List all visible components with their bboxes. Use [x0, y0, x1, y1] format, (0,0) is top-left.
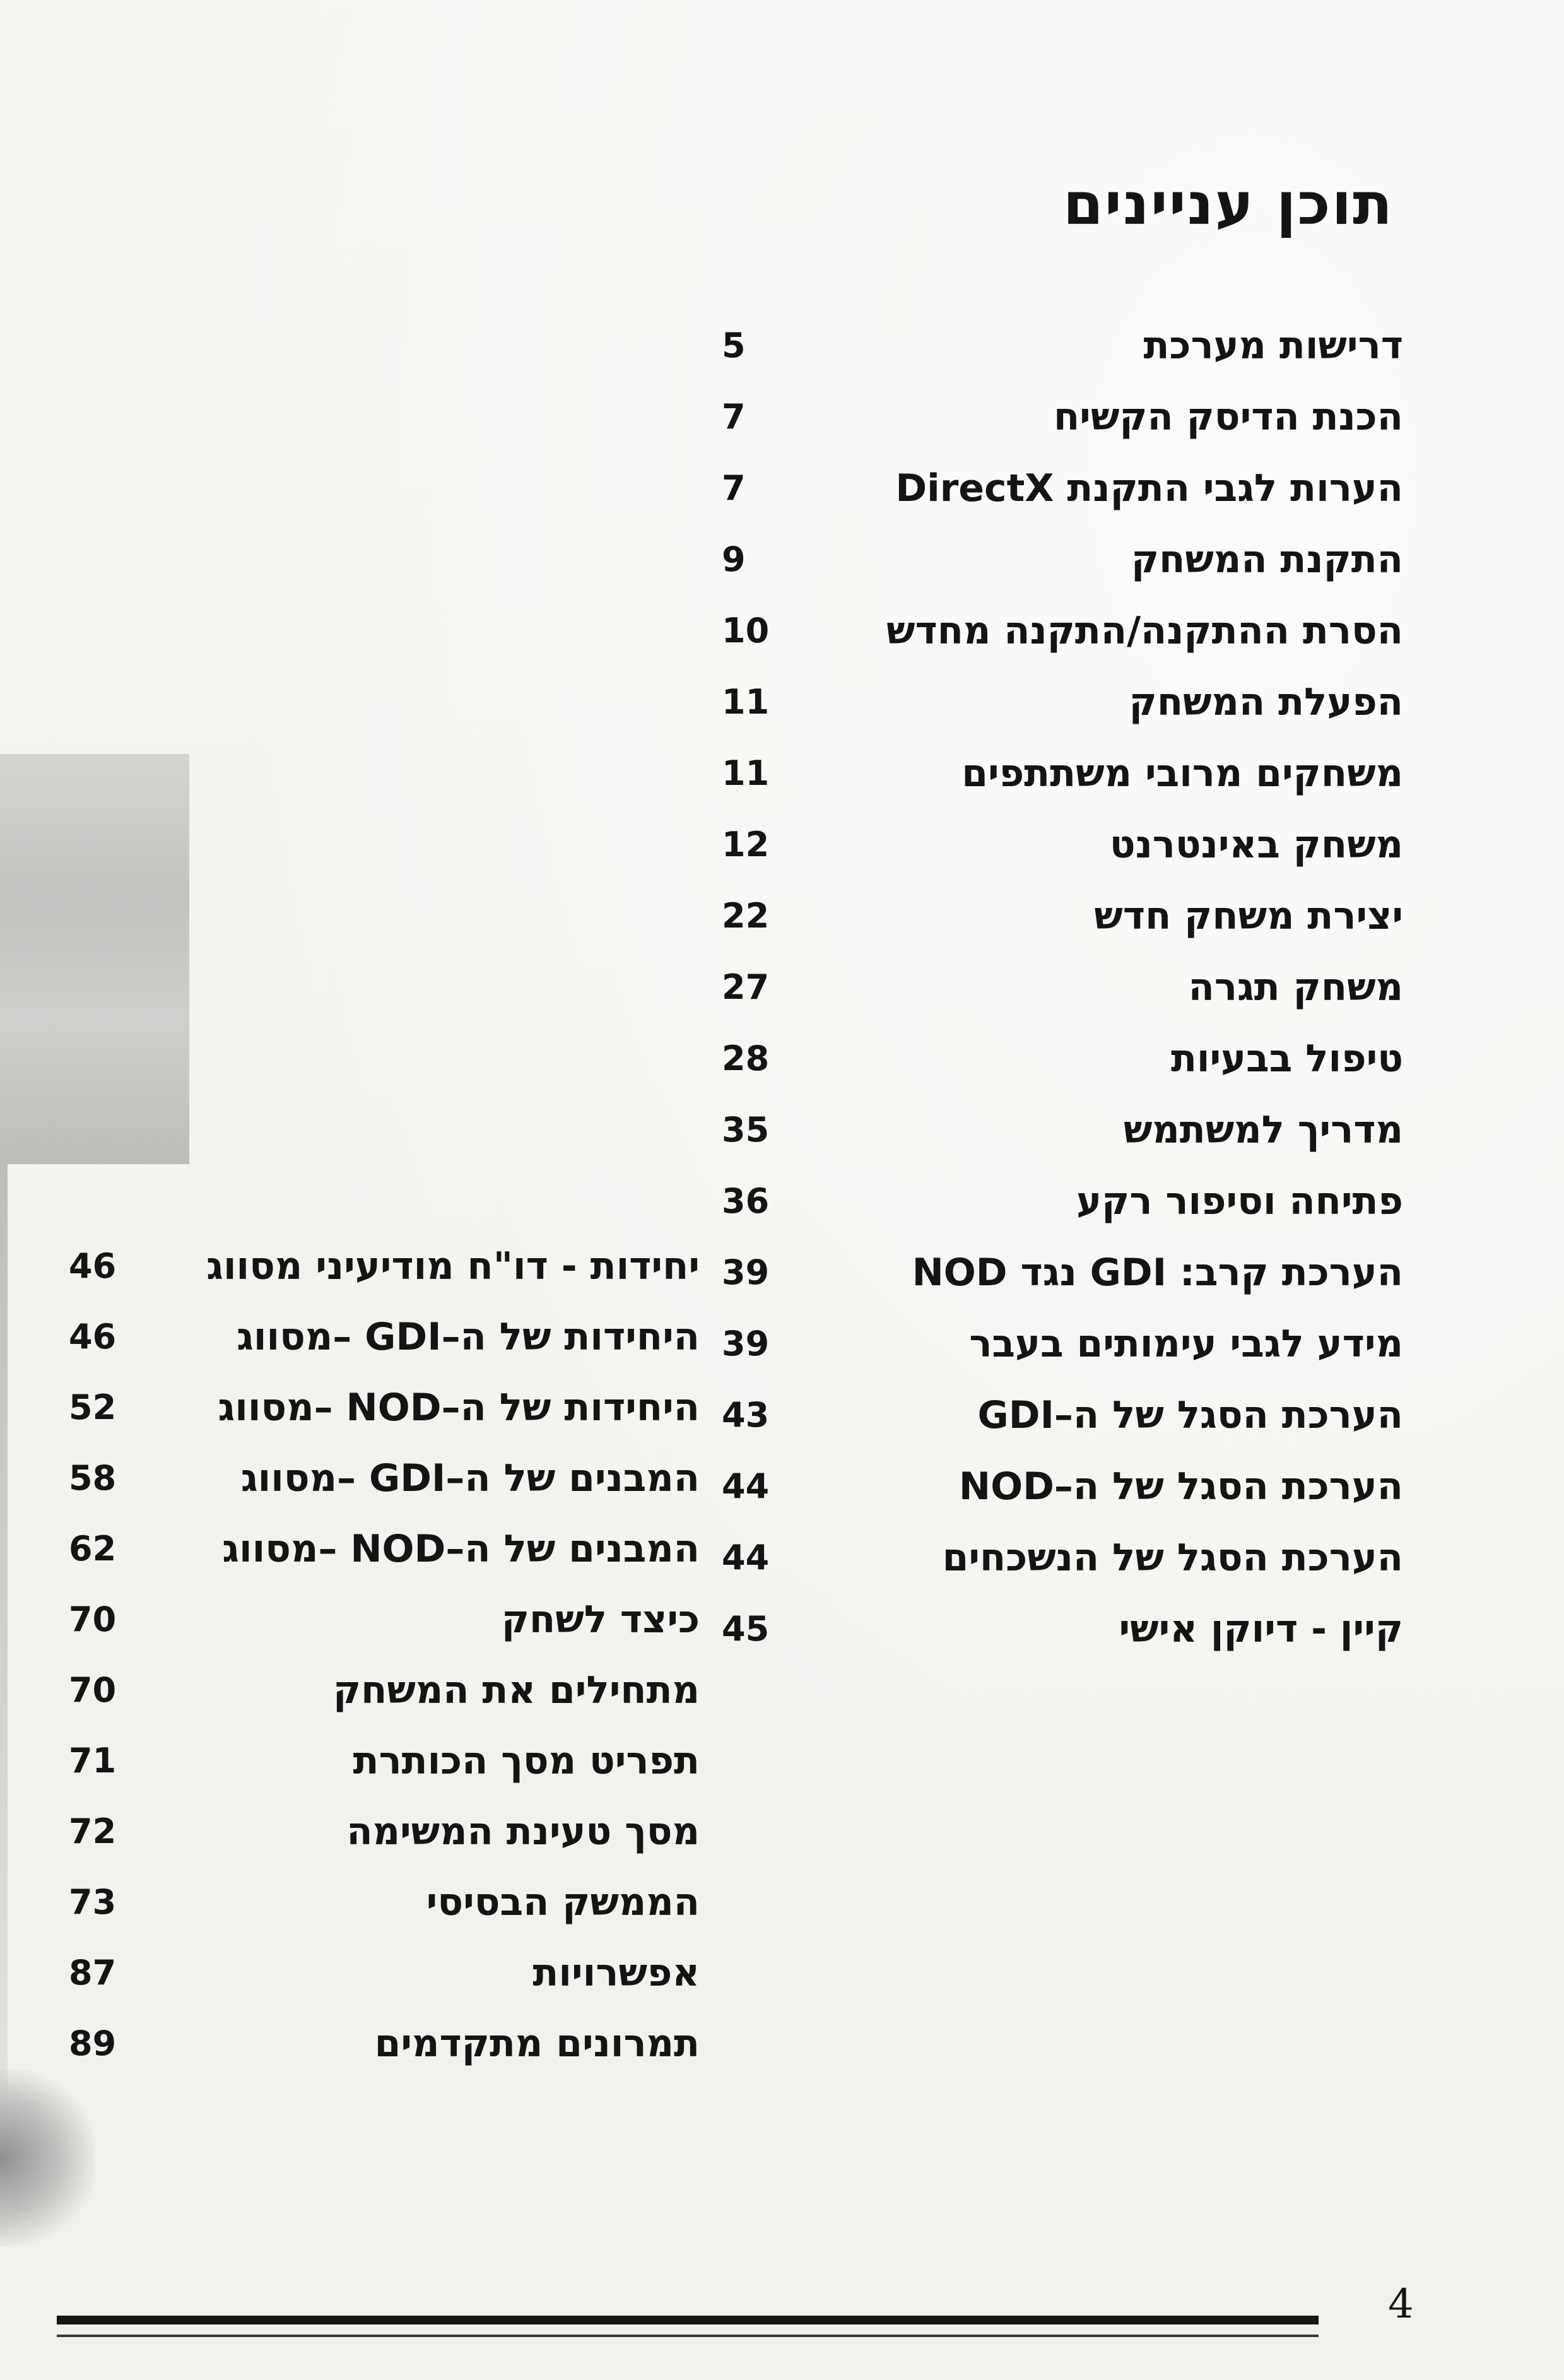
- toc-entry-label: קיין - דיוקן אישי: [1119, 1607, 1403, 1651]
- toc-entry: [722, 1244, 1403, 1301]
- toc-entry-page: 58: [69, 1458, 117, 1498]
- footer-rule: [57, 2316, 1319, 2324]
- toc-entry-label: המבנים של ה–NOD –מסווג: [222, 1527, 700, 1571]
- toc-entry-page: 87: [69, 1953, 117, 1993]
- scan-shadow-strip: [0, 754, 189, 1164]
- toc-entry: [722, 1173, 1403, 1230]
- toc-entry: [69, 2015, 700, 2072]
- toc-entry-label: טיפול בבעיות: [1170, 1037, 1403, 1081]
- toc-entry-page: 89: [69, 2024, 117, 2063]
- toc-entry: [722, 745, 1403, 802]
- toc-entry-page: 12: [722, 825, 770, 864]
- toc-entry-label: יצירת משחק חדש: [1094, 894, 1403, 938]
- toc-entry-page: 46: [69, 1246, 117, 1286]
- toc-entry-page: 52: [69, 1387, 117, 1427]
- toc-entry-page: 45: [722, 1609, 770, 1649]
- toc-entry-label: הממשק הבסיסי: [426, 1880, 700, 1924]
- toc-entry-label: משחק תגרה: [1188, 965, 1403, 1010]
- toc-entry-page: 22: [722, 896, 770, 936]
- toc-entry-page: 11: [722, 682, 770, 722]
- toc-entry-page: 70: [69, 1599, 117, 1639]
- toc-entry-page: 36: [722, 1181, 770, 1221]
- toc-entry-label: משחק באינטרנט: [1109, 823, 1403, 867]
- scan-corner-mark: [0, 2070, 95, 2246]
- toc-entry: [722, 1458, 1403, 1515]
- toc-entry-label: היחידות של ה–NOD –מסווג: [218, 1386, 700, 1430]
- toc-entry-label: אפשרויות: [532, 1951, 700, 1995]
- toc-entry-page: 28: [722, 1039, 770, 1078]
- toc-entry: [69, 1521, 700, 1577]
- page-title: תוכן עניינים: [1062, 170, 1394, 238]
- toc-entry-label: יחידות - דו"ח מודיעיני מסווג: [206, 1244, 700, 1288]
- toc-entry-label: דרישות מערכת: [1143, 324, 1403, 368]
- toc-entry: [722, 531, 1403, 588]
- toc-entry-label: מדריך למשתמש: [1123, 1108, 1403, 1152]
- toc-entry-label: פתיחה וסיפור רקע: [1076, 1179, 1403, 1223]
- toc-entry-label: הערכת הסגל של הנשכחים: [942, 1536, 1403, 1580]
- toc-entry-page: 27: [722, 967, 770, 1007]
- toc-entry: [69, 1450, 700, 1507]
- toc-entry-page: 62: [69, 1529, 117, 1569]
- toc-entry: [722, 1030, 1403, 1087]
- toc-entry: [722, 674, 1403, 731]
- toc-entry: [722, 1387, 1403, 1444]
- toc-entry-label: הסרת ההתקנה/התקנה מחדש: [886, 609, 1403, 653]
- toc-entry-label: מתחילים את המשחק: [332, 1668, 700, 1712]
- toc-entry: [722, 389, 1403, 445]
- toc-entry: [722, 460, 1403, 517]
- toc-entry-label: כיצד לשחק: [501, 1598, 700, 1642]
- toc-entry-label: התקנת המשחק: [1131, 538, 1403, 582]
- toc-entry: [722, 1529, 1403, 1586]
- toc-entry-page: 10: [722, 611, 770, 651]
- toc-entry-label: הערכת הסגל של ה–NOD: [958, 1464, 1403, 1509]
- toc-entry-page: 7: [722, 468, 746, 508]
- toc-entry-label: מסך טעינת המשימה: [346, 1810, 700, 1854]
- toc-entry-page: 46: [69, 1317, 117, 1357]
- toc-entry: [69, 1733, 700, 1789]
- toc-entry: [69, 1379, 700, 1436]
- toc-entry-page: 71: [69, 1741, 117, 1781]
- toc-entry: [722, 317, 1403, 374]
- toc-entry-page: 70: [69, 1670, 117, 1710]
- toc-entry-page: 72: [69, 1812, 117, 1851]
- toc-entry-label: מידע לגבי עימותים בעבר: [969, 1322, 1403, 1366]
- toc-entry-page: 44: [722, 1466, 770, 1506]
- footer-rule-thin: [57, 2335, 1319, 2337]
- toc-entry-label: הערות לגבי התקנת DirectX: [895, 466, 1403, 510]
- toc-entry-label: היחידות של ה–GDI –מסווג: [237, 1315, 700, 1359]
- toc-entry-label: הערכת הסגל של ה–GDI: [977, 1393, 1403, 1437]
- toc-entry-page: 43: [722, 1395, 770, 1435]
- toc-entry: [69, 1874, 700, 1931]
- toc-entry-page: 39: [722, 1324, 770, 1364]
- toc-entry-label: משחקים מרובי משתתפים: [961, 751, 1403, 796]
- toc-entry: [69, 1803, 700, 1860]
- toc-entry: [69, 1662, 700, 1719]
- toc-entry: [69, 1238, 700, 1295]
- toc-entry-label: הפעלת המשחק: [1129, 680, 1403, 724]
- toc-entry-label: תמרונים מתקדמים: [374, 2022, 700, 2066]
- toc-entry-page: 73: [69, 1882, 117, 1922]
- toc-entry-page: 11: [722, 753, 770, 793]
- toc-entry: [722, 603, 1403, 659]
- toc-entry-page: 39: [722, 1252, 770, 1292]
- toc-entry: [722, 959, 1403, 1016]
- toc-entry-label: הערכת קרב: GDI נגד NOD: [912, 1251, 1403, 1295]
- toc-entry: [722, 816, 1403, 873]
- toc-entry-label: הכנת הדיסק הקשיח: [1053, 395, 1403, 439]
- toc-entry: [69, 1591, 700, 1648]
- toc-entry: [722, 1316, 1403, 1372]
- toc-entry: [69, 1945, 700, 2001]
- toc-entry-label: המבנים של ה–GDI –מסווג: [240, 1456, 700, 1500]
- toc-entry-page: 35: [722, 1110, 770, 1150]
- page-number: 4: [1388, 2281, 1414, 2328]
- toc-entry: [722, 1102, 1403, 1158]
- toc-entry-page: 5: [722, 326, 746, 365]
- toc-entry-page: 44: [722, 1538, 770, 1577]
- toc-entry-page: 9: [722, 539, 746, 579]
- toc-entry: [69, 1309, 700, 1365]
- toc-entry-page: 7: [722, 397, 746, 437]
- toc-entry: [722, 888, 1403, 945]
- toc-entry: [722, 1601, 1403, 1658]
- toc-entry-label: תפריט מסך הכותרת: [353, 1739, 700, 1783]
